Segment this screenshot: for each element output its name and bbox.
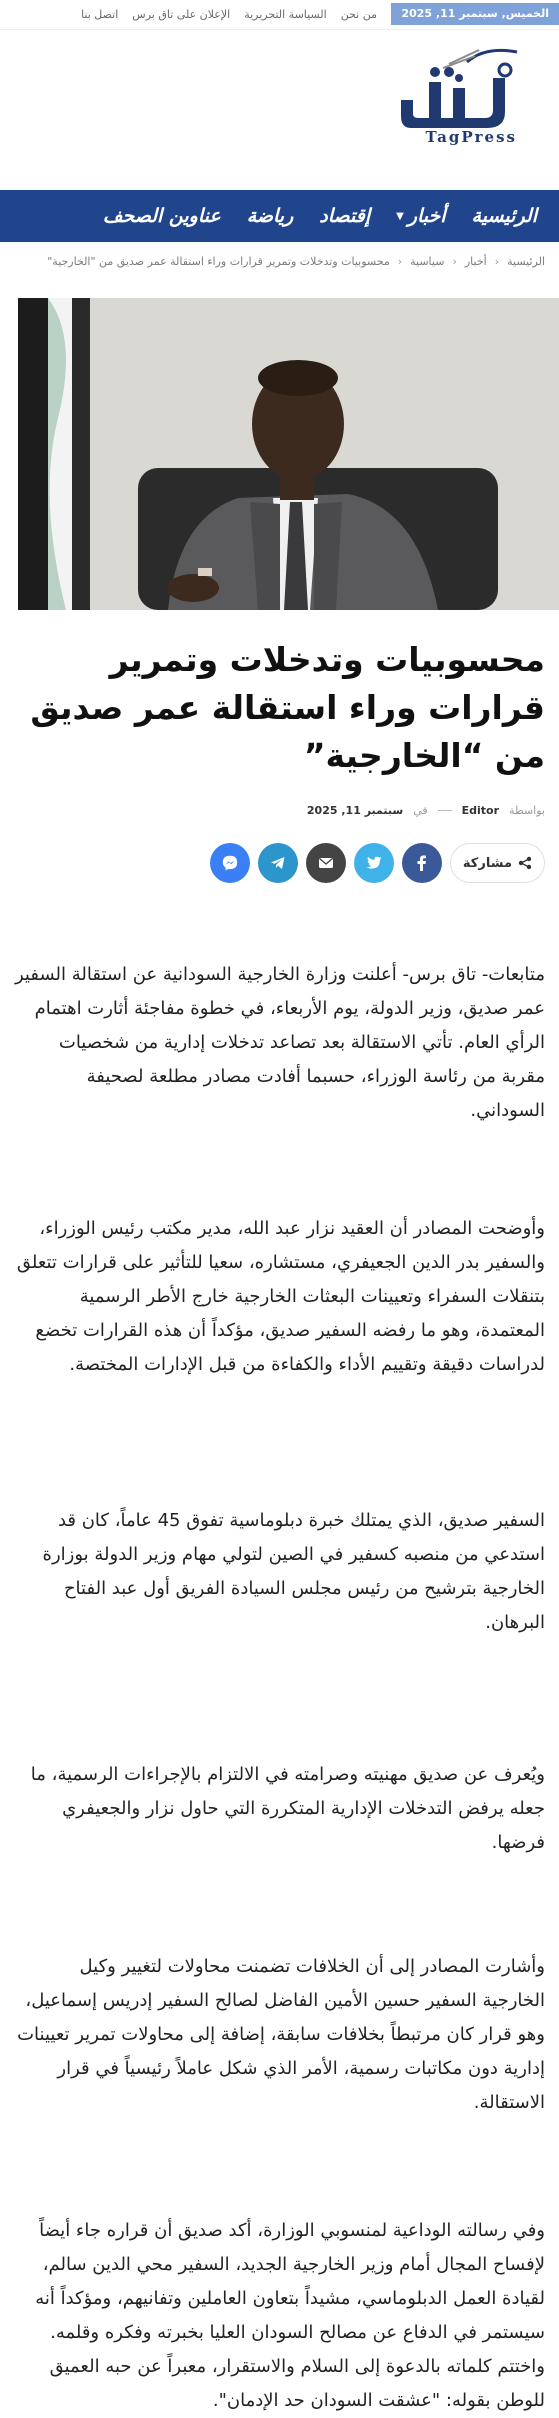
share-messenger-button[interactable] bbox=[210, 843, 250, 883]
breadcrumb-politics[interactable]: سياسية bbox=[410, 254, 445, 268]
chevron-left-icon: ‹ bbox=[397, 254, 403, 268]
share-twitter-button[interactable] bbox=[354, 843, 394, 883]
author-link[interactable]: Editor bbox=[461, 803, 500, 817]
nav-list bbox=[103, 190, 537, 242]
article-paragraph: وأوضحت المصادر أن العقيد نزار عبد الله، مدير مكتب رئيس الوزراء، والسفير بدر الدين الجعيفري، مستشاره، سعيا للتأثير على قرارات تتعلق بتنقلات السفراء وتعيينات البعثات الخارجية خارج الأطر الرسمية المعتمدة، وهو ما رفضه السفير صديق، مؤكداً أن هذه القرارات تخضع لدراسات دقيقة وتقييم الأداء والكفاءة من قبل الإدارات المختصة. bbox=[16, 1218, 545, 1375]
share-icon bbox=[518, 856, 532, 870]
nav-item-headlines[interactable] bbox=[103, 205, 221, 227]
share-bar bbox=[210, 842, 545, 884]
messenger-icon bbox=[221, 854, 239, 872]
share-button[interactable] bbox=[450, 843, 545, 883]
article-paragraph: ويُعرف عن صديق مهنيته وصرامته في الالتزام بالإجراءات الرسمية، ما جعله يرفض التدخلات الإدارية المتكررة التي حاول نزار والجعيفري فرضها. bbox=[30, 1764, 545, 1853]
breadcrumb-current: محسوبيات وتدخلات وتمرير قرارات وراء استقالة عمر صديق من "الخارجية" bbox=[47, 254, 390, 268]
chevron-left-icon: ‹ bbox=[452, 254, 457, 268]
nav-item-label: أخبار bbox=[407, 205, 446, 227]
top-link-about[interactable]: من نحن bbox=[340, 8, 377, 21]
top-link-advertise[interactable]: الإعلان على تاق برس bbox=[132, 8, 231, 21]
breadcrumb bbox=[47, 252, 545, 270]
nav-item-label: عناوين الصحف bbox=[102, 205, 221, 227]
main-nav bbox=[0, 190, 559, 242]
nav-item-sports[interactable] bbox=[247, 205, 294, 227]
nav-item-label: رياضة bbox=[246, 205, 294, 227]
nav-item-home[interactable] bbox=[472, 205, 537, 227]
logo-text-en: TagPress bbox=[425, 128, 517, 146]
top-link-contact[interactable]: اتصل بنا bbox=[81, 8, 119, 21]
article-meta bbox=[307, 800, 545, 820]
nav-item-label: إقتصاد bbox=[319, 205, 371, 227]
nav-item-label: الرئيسية bbox=[471, 205, 537, 227]
article-paragraph: متابعات- تاق برس- أعلنت وزارة الخارجية السودانية عن استقالة السفير عمر صديق، وزير الدولة، يوم الأربعاء، في خطوة مفاجئة أثارت اهتمام الرأي العام. تأتي الاستقالة بعد تصاعد تدخلات إدارية من شخصيات مقربة من رئاسة الوزراء، حسبما أفادت مصادر مطلعة لصحيفة السوداني. bbox=[15, 964, 545, 1121]
site-logo[interactable] bbox=[389, 42, 529, 152]
share-telegram-button[interactable] bbox=[258, 843, 298, 883]
portrait-photo-icon bbox=[18, 298, 559, 610]
top-link-editorial-policy[interactable]: السياسة التحريرية bbox=[244, 8, 327, 21]
twitter-icon bbox=[365, 854, 383, 872]
breadcrumb-home[interactable]: الرئيسية bbox=[507, 254, 545, 268]
meta-divider bbox=[438, 810, 452, 811]
telegram-icon bbox=[269, 854, 287, 872]
nav-item-economy[interactable] bbox=[319, 205, 370, 227]
facebook-icon bbox=[413, 854, 431, 872]
share-label: مشاركة bbox=[462, 855, 512, 871]
top-bar bbox=[0, 0, 559, 30]
chevron-down-icon: ▼ bbox=[396, 210, 404, 222]
article-paragraph: وأشارت المصادر إلى أن الخلافات تضمنت محاولات لتغيير وكيل الخارجية السفير حسين الأمين الفاضل لصالح السفير إدريس إسماعيل، وهو قرار كان مرتبطاً بخلافات سابقة، إضافة إلى محاولات تمرير تعيينات إدارية دون مكاتبات رسمية، الأمر الذي شكل عاملاً رئيسياً في قرار الاستقالة. bbox=[17, 1956, 545, 2113]
date-badge: الخميس, سبتمبر 11, 2025 bbox=[391, 3, 559, 25]
breadcrumb-news[interactable]: أخبار bbox=[464, 254, 487, 268]
chevron-left-icon: ‹ bbox=[494, 254, 500, 268]
by-label: بواسطة bbox=[509, 803, 545, 817]
article-hero-image bbox=[18, 298, 559, 610]
in-label: في bbox=[413, 803, 428, 817]
top-links bbox=[81, 0, 377, 30]
email-icon bbox=[317, 854, 335, 872]
nav-item-news[interactable] bbox=[396, 205, 445, 227]
share-email-button[interactable] bbox=[306, 843, 346, 883]
publish-date: سبتمبر 11, 2025 bbox=[306, 803, 404, 817]
article-title: محسوبيات وتدخلات وتمرير قرارات وراء استقالة عمر صديق من “الخارجية” bbox=[30, 640, 545, 775]
article-paragraph: وفي رسالته الوداعية لمنسوبي الوزارة، أكد صديق أن قراره جاء أيضاً لإفساح المجال أمام وزير الخارجية الجديد، السفير محي الدين سالم، لقيادة العمل الدبلوماسي، مشيداً بتعاون العاملين وتفانيهم، ومؤكداً أنه سيستمر في الدفاع عن مصالح السودان العليا بخبرته وفكره وقلمه. واختتم كلماته بالدعوة إلى السلام والاستقرار، معبراً عن حبه العميق للوطن بقوله: "عشقت السودان حد الإدمان". bbox=[35, 2220, 545, 2411]
share-facebook-button[interactable] bbox=[402, 843, 442, 883]
article-paragraph: السفير صديق، الذي يمتلك خبرة دبلوماسية تفوق 45 عاماً، كان قد استدعي من منصبه كسفير في الصين لتولي مهام وزير الدولة بوزارة الخارجية بترشيح من رئيس مجلس السيادة الفريق أول عبد الفتاح البرهان. bbox=[42, 1510, 545, 1633]
